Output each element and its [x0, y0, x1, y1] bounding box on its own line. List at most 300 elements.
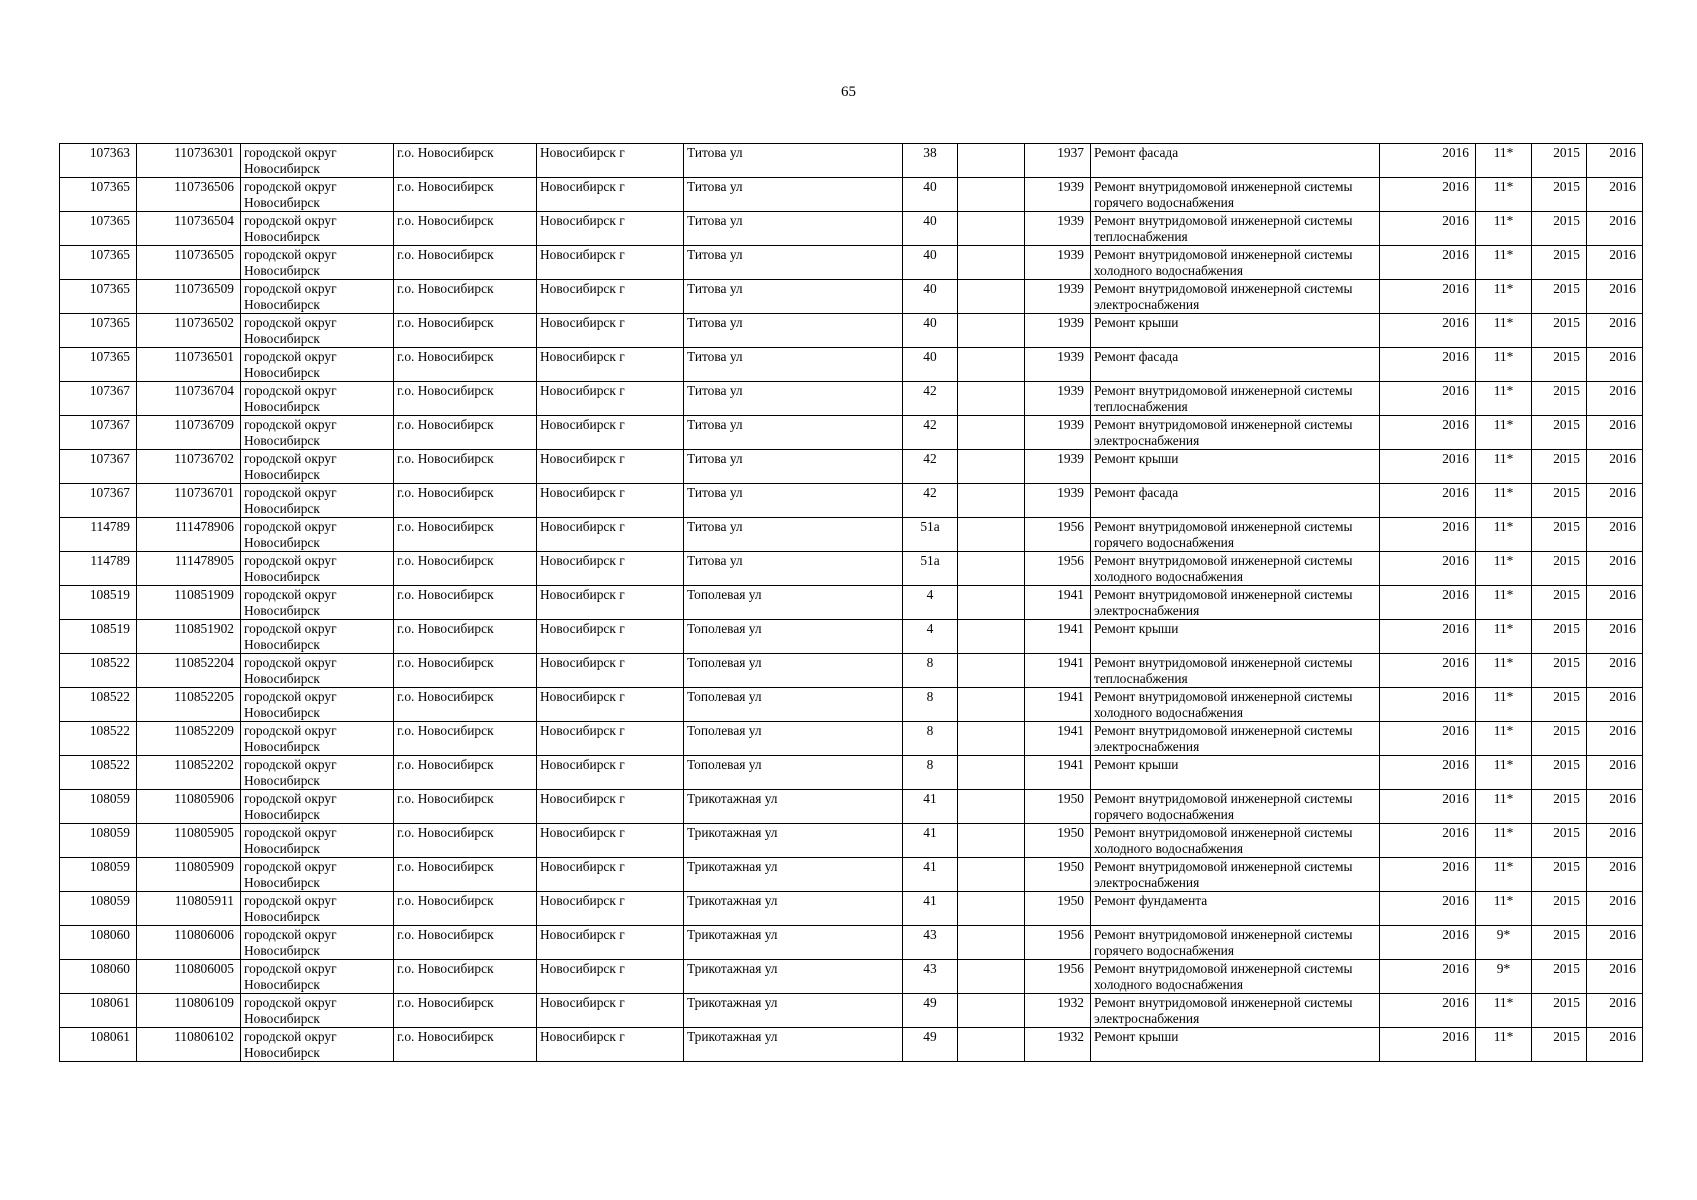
page-number: 65: [841, 84, 856, 100]
year-built-cell: 1956: [1025, 518, 1091, 552]
district-cell: г.о. Новосибирск: [394, 994, 537, 1028]
floors-cell: 11*: [1476, 450, 1532, 484]
table-row: [60, 484, 1643, 518]
street-cell: Титова ул: [684, 246, 903, 280]
start-year-cell: 2015: [1532, 892, 1587, 926]
settlement-cell: Новосибирск г: [537, 314, 684, 348]
municipality-cell: городской округ Новосибирск: [241, 552, 394, 586]
street-cell: Титова ул: [684, 552, 903, 586]
plan-year-cell: 2016: [1380, 688, 1476, 722]
municipality-cell: городской округ Новосибирск: [241, 212, 394, 246]
settlement-cell: Новосибирск г: [537, 960, 684, 994]
work-type-cell: Ремонт крыши: [1091, 1028, 1380, 1062]
settlement-cell: Новосибирск г: [537, 790, 684, 824]
municipality-cell: городской округ Новосибирск: [241, 348, 394, 382]
municipality-cell: городской округ Новосибирск: [241, 960, 394, 994]
table-row: [60, 314, 1643, 348]
house-id-cell: 107365: [60, 178, 137, 212]
house-number-cell: 8: [903, 722, 958, 756]
floors-cell: 11*: [1476, 246, 1532, 280]
district-cell: г.о. Новосибирск: [394, 382, 537, 416]
floors-cell: 11*: [1476, 314, 1532, 348]
house-id-cell: 108061: [60, 994, 137, 1028]
work-id-cell: 111478906: [137, 518, 241, 552]
table-row: [60, 790, 1643, 824]
house-number-cell: 41: [903, 892, 958, 926]
table-body: [60, 144, 1643, 1062]
work-id-cell: 110805906: [137, 790, 241, 824]
end-year-cell: 2016: [1587, 858, 1643, 892]
building-cell: [958, 960, 1025, 994]
floors-cell: 11*: [1476, 654, 1532, 688]
street-cell: Трикотажная ул: [684, 1028, 903, 1062]
end-year-cell: 2016: [1587, 960, 1643, 994]
table-row: [60, 382, 1643, 416]
building-cell: [958, 858, 1025, 892]
building-cell: [958, 586, 1025, 620]
street-cell: Тополевая ул: [684, 688, 903, 722]
end-year-cell: 2016: [1587, 1028, 1643, 1062]
table-row: [60, 586, 1643, 620]
municipality-cell: городской округ Новосибирск: [241, 1028, 394, 1062]
end-year-cell: 2016: [1587, 314, 1643, 348]
plan-year-cell: 2016: [1380, 586, 1476, 620]
house-number-cell: 43: [903, 926, 958, 960]
work-type-cell: Ремонт фундамента: [1091, 892, 1380, 926]
building-cell: [958, 518, 1025, 552]
building-cell: [958, 654, 1025, 688]
settlement-cell: Новосибирск г: [537, 552, 684, 586]
floors-cell: 11*: [1476, 144, 1532, 178]
settlement-cell: Новосибирск г: [537, 722, 684, 756]
house-number-cell: 51а: [903, 552, 958, 586]
plan-year-cell: 2016: [1380, 314, 1476, 348]
work-id-cell: 110736704: [137, 382, 241, 416]
year-built-cell: 1939: [1025, 382, 1091, 416]
district-cell: г.о. Новосибирск: [394, 620, 537, 654]
district-cell: г.о. Новосибирск: [394, 484, 537, 518]
end-year-cell: 2016: [1587, 620, 1643, 654]
table-row: [60, 212, 1643, 246]
work-id-cell: 110736301: [137, 144, 241, 178]
work-type-cell: Ремонт внутридомовой инженерной системы холодного водоснабжения: [1091, 824, 1380, 858]
district-cell: г.о. Новосибирск: [394, 348, 537, 382]
year-built-cell: 1939: [1025, 484, 1091, 518]
work-type-cell: Ремонт внутридомовой инженерной системы холодного водоснабжения: [1091, 960, 1380, 994]
municipality-cell: городской округ Новосибирск: [241, 586, 394, 620]
street-cell: Титова ул: [684, 212, 903, 246]
end-year-cell: 2016: [1587, 212, 1643, 246]
end-year-cell: 2016: [1587, 586, 1643, 620]
work-id-cell: 110806006: [137, 926, 241, 960]
building-cell: [958, 246, 1025, 280]
end-year-cell: 2016: [1587, 722, 1643, 756]
floors-cell: 11*: [1476, 212, 1532, 246]
plan-year-cell: 2016: [1380, 756, 1476, 790]
end-year-cell: 2016: [1587, 688, 1643, 722]
settlement-cell: Новосибирск г: [537, 280, 684, 314]
house-number-cell: 49: [903, 1028, 958, 1062]
start-year-cell: 2015: [1532, 212, 1587, 246]
start-year-cell: 2015: [1532, 280, 1587, 314]
start-year-cell: 2015: [1532, 790, 1587, 824]
year-built-cell: 1941: [1025, 688, 1091, 722]
district-cell: г.о. Новосибирск: [394, 552, 537, 586]
work-type-cell: Ремонт внутридомовой инженерной системы электроснабжения: [1091, 722, 1380, 756]
house-id-cell: 108519: [60, 586, 137, 620]
settlement-cell: Новосибирск г: [537, 484, 684, 518]
work-id-cell: 110736509: [137, 280, 241, 314]
house-number-cell: 8: [903, 688, 958, 722]
work-id-cell: 110736709: [137, 416, 241, 450]
floors-cell: 11*: [1476, 382, 1532, 416]
work-id-cell: 110736502: [137, 314, 241, 348]
street-cell: Трикотажная ул: [684, 790, 903, 824]
district-cell: г.о. Новосибирск: [394, 586, 537, 620]
building-cell: [958, 824, 1025, 858]
start-year-cell: 2015: [1532, 994, 1587, 1028]
municipality-cell: городской округ Новосибирск: [241, 314, 394, 348]
floors-cell: 11*: [1476, 994, 1532, 1028]
municipality-cell: городской округ Новосибирск: [241, 722, 394, 756]
work-id-cell: 110736506: [137, 178, 241, 212]
district-cell: г.о. Новосибирск: [394, 960, 537, 994]
end-year-cell: 2016: [1587, 552, 1643, 586]
building-cell: [958, 280, 1025, 314]
municipality-cell: городской округ Новосибирск: [241, 994, 394, 1028]
street-cell: Титова ул: [684, 382, 903, 416]
settlement-cell: Новосибирск г: [537, 348, 684, 382]
work-id-cell: 110852202: [137, 756, 241, 790]
year-built-cell: 1939: [1025, 178, 1091, 212]
street-cell: Трикотажная ул: [684, 892, 903, 926]
floors-cell: 9*: [1476, 960, 1532, 994]
floors-cell: 11*: [1476, 484, 1532, 518]
table-row: [60, 688, 1643, 722]
table-row: [60, 654, 1643, 688]
year-built-cell: 1956: [1025, 552, 1091, 586]
plan-year-cell: 2016: [1380, 1028, 1476, 1062]
house-number-cell: 40: [903, 212, 958, 246]
house-id-cell: 108059: [60, 824, 137, 858]
municipality-cell: городской округ Новосибирск: [241, 416, 394, 450]
house-number-cell: 8: [903, 756, 958, 790]
start-year-cell: 2015: [1532, 552, 1587, 586]
house-number-cell: 42: [903, 382, 958, 416]
house-id-cell: 108522: [60, 654, 137, 688]
plan-year-cell: 2016: [1380, 144, 1476, 178]
settlement-cell: Новосибирск г: [537, 416, 684, 450]
house-number-cell: 49: [903, 994, 958, 1028]
work-type-cell: Ремонт внутридомовой инженерной системы электроснабжения: [1091, 416, 1380, 450]
settlement-cell: Новосибирск г: [537, 144, 684, 178]
floors-cell: 11*: [1476, 416, 1532, 450]
end-year-cell: 2016: [1587, 824, 1643, 858]
table-row: [60, 416, 1643, 450]
street-cell: Титова ул: [684, 450, 903, 484]
settlement-cell: Новосибирск г: [537, 620, 684, 654]
work-id-cell: 110852209: [137, 722, 241, 756]
house-number-cell: 42: [903, 450, 958, 484]
end-year-cell: 2016: [1587, 246, 1643, 280]
work-id-cell: 110851909: [137, 586, 241, 620]
plan-year-cell: 2016: [1380, 484, 1476, 518]
house-number-cell: 41: [903, 824, 958, 858]
plan-year-cell: 2016: [1380, 960, 1476, 994]
work-type-cell: Ремонт фасада: [1091, 348, 1380, 382]
start-year-cell: 2015: [1532, 960, 1587, 994]
year-built-cell: 1950: [1025, 892, 1091, 926]
plan-year-cell: 2016: [1380, 824, 1476, 858]
plan-year-cell: 2016: [1380, 722, 1476, 756]
table-row: [60, 450, 1643, 484]
house-id-cell: 108522: [60, 688, 137, 722]
house-number-cell: 40: [903, 280, 958, 314]
plan-year-cell: 2016: [1380, 620, 1476, 654]
municipality-cell: городской округ Новосибирск: [241, 178, 394, 212]
building-cell: [958, 416, 1025, 450]
street-cell: Тополевая ул: [684, 620, 903, 654]
start-year-cell: 2015: [1532, 620, 1587, 654]
district-cell: г.о. Новосибирск: [394, 314, 537, 348]
street-cell: Трикотажная ул: [684, 960, 903, 994]
plan-year-cell: 2016: [1380, 518, 1476, 552]
house-id-cell: 107363: [60, 144, 137, 178]
work-type-cell: Ремонт внутридомовой инженерной системы электроснабжения: [1091, 994, 1380, 1028]
end-year-cell: 2016: [1587, 382, 1643, 416]
house-number-cell: 41: [903, 790, 958, 824]
table-row: [60, 246, 1643, 280]
floors-cell: 11*: [1476, 348, 1532, 382]
year-built-cell: 1941: [1025, 586, 1091, 620]
floors-cell: 11*: [1476, 620, 1532, 654]
year-built-cell: 1937: [1025, 144, 1091, 178]
work-id-cell: 110736701: [137, 484, 241, 518]
start-year-cell: 2015: [1532, 314, 1587, 348]
year-built-cell: 1956: [1025, 926, 1091, 960]
municipality-cell: городской округ Новосибирск: [241, 756, 394, 790]
year-built-cell: 1941: [1025, 654, 1091, 688]
table-row: [60, 348, 1643, 382]
year-built-cell: 1939: [1025, 348, 1091, 382]
floors-cell: 11*: [1476, 586, 1532, 620]
municipality-cell: городской округ Новосибирск: [241, 790, 394, 824]
house-number-cell: 41: [903, 858, 958, 892]
work-type-cell: Ремонт внутридомовой инженерной системы электроснабжения: [1091, 586, 1380, 620]
house-number-cell: 38: [903, 144, 958, 178]
end-year-cell: 2016: [1587, 416, 1643, 450]
street-cell: Тополевая ул: [684, 722, 903, 756]
table-row: [60, 960, 1643, 994]
work-id-cell: 110806005: [137, 960, 241, 994]
house-id-cell: 108060: [60, 926, 137, 960]
plan-year-cell: 2016: [1380, 348, 1476, 382]
year-built-cell: 1932: [1025, 1028, 1091, 1062]
table-row: [60, 620, 1643, 654]
district-cell: г.о. Новосибирск: [394, 722, 537, 756]
building-cell: [958, 144, 1025, 178]
house-id-cell: 108059: [60, 858, 137, 892]
floors-cell: 11*: [1476, 518, 1532, 552]
end-year-cell: 2016: [1587, 892, 1643, 926]
year-built-cell: 1939: [1025, 246, 1091, 280]
capital-repair-table: [59, 143, 1643, 1062]
work-id-cell: 111478905: [137, 552, 241, 586]
floors-cell: 9*: [1476, 926, 1532, 960]
floors-cell: 11*: [1476, 1028, 1532, 1062]
settlement-cell: Новосибирск г: [537, 688, 684, 722]
start-year-cell: 2015: [1532, 450, 1587, 484]
municipality-cell: городской округ Новосибирск: [241, 892, 394, 926]
work-type-cell: Ремонт крыши: [1091, 620, 1380, 654]
work-id-cell: 110852205: [137, 688, 241, 722]
work-type-cell: Ремонт крыши: [1091, 314, 1380, 348]
work-id-cell: 110805905: [137, 824, 241, 858]
street-cell: Титова ул: [684, 416, 903, 450]
table-row: [60, 926, 1643, 960]
plan-year-cell: 2016: [1380, 280, 1476, 314]
end-year-cell: 2016: [1587, 518, 1643, 552]
district-cell: г.о. Новосибирск: [394, 212, 537, 246]
house-id-cell: 107365: [60, 314, 137, 348]
work-type-cell: Ремонт фасада: [1091, 144, 1380, 178]
house-id-cell: 108059: [60, 892, 137, 926]
end-year-cell: 2016: [1587, 994, 1643, 1028]
start-year-cell: 2015: [1532, 926, 1587, 960]
house-number-cell: 40: [903, 178, 958, 212]
end-year-cell: 2016: [1587, 790, 1643, 824]
district-cell: г.о. Новосибирск: [394, 824, 537, 858]
work-type-cell: Ремонт внутридомовой инженерной системы холодного водоснабжения: [1091, 688, 1380, 722]
building-cell: [958, 892, 1025, 926]
settlement-cell: Новосибирск г: [537, 212, 684, 246]
work-id-cell: 110806109: [137, 994, 241, 1028]
plan-year-cell: 2016: [1380, 552, 1476, 586]
end-year-cell: 2016: [1587, 450, 1643, 484]
house-number-cell: 8: [903, 654, 958, 688]
work-id-cell: 110736702: [137, 450, 241, 484]
year-built-cell: 1939: [1025, 314, 1091, 348]
year-built-cell: 1939: [1025, 416, 1091, 450]
start-year-cell: 2015: [1532, 1028, 1587, 1062]
district-cell: г.о. Новосибирск: [394, 926, 537, 960]
plan-year-cell: 2016: [1380, 450, 1476, 484]
plan-year-cell: 2016: [1380, 212, 1476, 246]
building-cell: [958, 790, 1025, 824]
end-year-cell: 2016: [1587, 654, 1643, 688]
start-year-cell: 2015: [1532, 586, 1587, 620]
settlement-cell: Новосибирск г: [537, 994, 684, 1028]
start-year-cell: 2015: [1532, 858, 1587, 892]
end-year-cell: 2016: [1587, 178, 1643, 212]
house-number-cell: 40: [903, 246, 958, 280]
municipality-cell: городской округ Новосибирск: [241, 382, 394, 416]
house-id-cell: 107367: [60, 382, 137, 416]
building-cell: [958, 212, 1025, 246]
district-cell: г.о. Новосибирск: [394, 178, 537, 212]
district-cell: г.о. Новосибирск: [394, 246, 537, 280]
table-row: [60, 994, 1643, 1028]
start-year-cell: 2015: [1532, 722, 1587, 756]
work-type-cell: Ремонт внутридомовой инженерной системы горячего водоснабжения: [1091, 926, 1380, 960]
municipality-cell: городской округ Новосибирск: [241, 484, 394, 518]
work-id-cell: 110736505: [137, 246, 241, 280]
end-year-cell: 2016: [1587, 348, 1643, 382]
building-cell: [958, 552, 1025, 586]
district-cell: г.о. Новосибирск: [394, 416, 537, 450]
municipality-cell: городской округ Новосибирск: [241, 450, 394, 484]
floors-cell: 11*: [1476, 756, 1532, 790]
district-cell: г.о. Новосибирск: [394, 892, 537, 926]
building-cell: [958, 484, 1025, 518]
table-row: [60, 518, 1643, 552]
settlement-cell: Новосибирск г: [537, 654, 684, 688]
house-number-cell: 40: [903, 348, 958, 382]
table-row: [60, 722, 1643, 756]
street-cell: Титова ул: [684, 178, 903, 212]
work-id-cell: 110806102: [137, 1028, 241, 1062]
table-row: [60, 552, 1643, 586]
district-cell: г.о. Новосибирск: [394, 280, 537, 314]
start-year-cell: 2015: [1532, 246, 1587, 280]
building-cell: [958, 178, 1025, 212]
year-built-cell: 1939: [1025, 212, 1091, 246]
building-cell: [958, 450, 1025, 484]
street-cell: Тополевая ул: [684, 756, 903, 790]
year-built-cell: 1941: [1025, 722, 1091, 756]
year-built-cell: 1941: [1025, 620, 1091, 654]
work-type-cell: Ремонт внутридомовой инженерной системы горячего водоснабжения: [1091, 518, 1380, 552]
street-cell: Титова ул: [684, 518, 903, 552]
floors-cell: 11*: [1476, 552, 1532, 586]
settlement-cell: Новосибирск г: [537, 382, 684, 416]
street-cell: Трикотажная ул: [684, 926, 903, 960]
municipality-cell: городской округ Новосибирск: [241, 926, 394, 960]
table-row: [60, 824, 1643, 858]
plan-year-cell: 2016: [1380, 654, 1476, 688]
house-id-cell: 107365: [60, 280, 137, 314]
house-number-cell: 42: [903, 416, 958, 450]
settlement-cell: Новосибирск г: [537, 756, 684, 790]
district-cell: г.о. Новосибирск: [394, 518, 537, 552]
start-year-cell: 2015: [1532, 348, 1587, 382]
settlement-cell: Новосибирск г: [537, 178, 684, 212]
year-built-cell: 1939: [1025, 450, 1091, 484]
floors-cell: 11*: [1476, 892, 1532, 926]
settlement-cell: Новосибирск г: [537, 858, 684, 892]
district-cell: г.о. Новосибирск: [394, 450, 537, 484]
house-id-cell: 108060: [60, 960, 137, 994]
street-cell: Титова ул: [684, 280, 903, 314]
work-type-cell: Ремонт внутридомовой инженерной системы теплоснабжения: [1091, 654, 1380, 688]
floors-cell: 11*: [1476, 858, 1532, 892]
settlement-cell: Новосибирск г: [537, 1028, 684, 1062]
start-year-cell: 2015: [1532, 382, 1587, 416]
settlement-cell: Новосибирск г: [537, 926, 684, 960]
start-year-cell: 2015: [1532, 688, 1587, 722]
street-cell: Титова ул: [684, 348, 903, 382]
work-id-cell: 110736504: [137, 212, 241, 246]
table-row: [60, 280, 1643, 314]
start-year-cell: 2015: [1532, 416, 1587, 450]
building-cell: [958, 994, 1025, 1028]
district-cell: г.о. Новосибирск: [394, 858, 537, 892]
year-built-cell: 1941: [1025, 756, 1091, 790]
plan-year-cell: 2016: [1380, 382, 1476, 416]
district-cell: г.о. Новосибирск: [394, 1028, 537, 1062]
building-cell: [958, 926, 1025, 960]
street-cell: Титова ул: [684, 484, 903, 518]
